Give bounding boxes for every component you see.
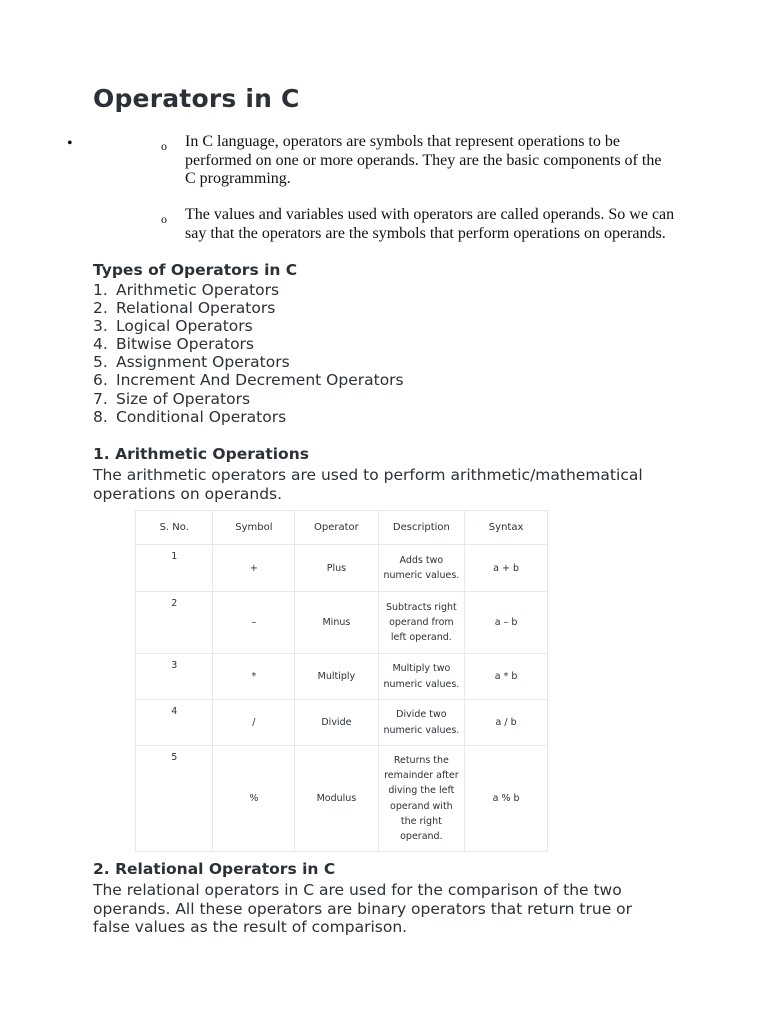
cell-sno: 1 — [136, 545, 213, 592]
list-item-number: 3. — [93, 317, 108, 336]
cell-operator: Minus — [295, 592, 378, 654]
list-item — [93, 317, 404, 335]
cell-symbol: + — [213, 545, 295, 592]
list-item — [93, 353, 404, 371]
table-header-row — [136, 511, 548, 545]
list-item — [93, 371, 404, 389]
header-sno: S. No. — [136, 511, 213, 545]
cell-syntax: a % b — [465, 746, 548, 852]
cell-description: Subtracts right operand from left operand. — [378, 592, 465, 654]
cell-sno: 5 — [136, 746, 213, 852]
list-item-number: 6. — [93, 371, 108, 390]
list-item — [93, 408, 404, 426]
cell-sno: 4 — [136, 700, 213, 746]
cell-symbol: – — [213, 592, 295, 654]
list-item-label: Logical Operators — [116, 317, 253, 336]
table-row — [136, 700, 548, 746]
list-item-number: 8. — [93, 407, 108, 426]
cell-sno: 2 — [136, 592, 213, 654]
list-item-label: Arithmetic Operators — [116, 281, 280, 299]
header-syntax: Syntax — [465, 511, 548, 545]
table-row — [136, 592, 548, 654]
header-operator: Operator — [295, 511, 378, 545]
cell-description: Multiply two numeric values. — [378, 654, 465, 700]
cell-description: Returns the remainder after diving the left operand with the right operand. — [378, 746, 465, 852]
list-item-number: 1. — [93, 281, 108, 299]
arithmetic-description: The arithmetic operators are used to perform arithmetic/mathematical operations on operands. — [93, 466, 643, 503]
cell-symbol: * — [213, 654, 295, 700]
arithmetic-heading: 1. Arithmetic Operations — [93, 445, 309, 463]
types-list — [93, 281, 404, 426]
relational-description: The relational operators in C are used for the comparison of the two operands. All these operators are binary operators that return true or false values as the result of comparison. — [93, 881, 633, 936]
list-item-number: 2. — [93, 299, 108, 318]
arithmetic-operators-table — [135, 510, 548, 852]
table-row — [136, 545, 548, 592]
cell-description: Divide two numeric values. — [378, 700, 465, 746]
list-item — [93, 281, 404, 299]
table-row — [136, 654, 548, 700]
cell-operator: Divide — [295, 700, 378, 746]
list-item — [93, 390, 404, 408]
cell-syntax: a – b — [465, 592, 548, 654]
list-item-label: Relational Operators — [116, 299, 276, 318]
intro-paragraph-2: The values and variables used with operators are called operands. So we can say that the operators are the symbols that perform operations on operands. — [185, 206, 675, 242]
cell-symbol: % — [213, 746, 295, 852]
sub-bullet-marker: o — [161, 139, 167, 153]
list-item-label: Conditional Operators — [116, 407, 287, 426]
header-description: Description — [378, 511, 465, 545]
list-item-label: Increment And Decrement Operators — [116, 371, 404, 390]
list-item-number: 5. — [93, 353, 108, 372]
list-item — [93, 335, 404, 353]
sub-bullet-marker: o — [161, 212, 167, 226]
header-symbol: Symbol — [213, 511, 295, 545]
relational-heading: 2. Relational Operators in C — [93, 860, 336, 878]
list-item-number: 4. — [93, 335, 108, 354]
outer-bullet-marker: • — [67, 135, 73, 152]
list-item-label: Assignment Operators — [116, 353, 290, 372]
cell-operator: Modulus — [295, 746, 378, 852]
list-item-number: 7. — [93, 389, 108, 408]
cell-syntax: a * b — [465, 654, 548, 700]
cell-operator: Multiply — [295, 654, 378, 700]
cell-syntax: a + b — [465, 545, 548, 592]
cell-symbol: / — [213, 700, 295, 746]
table-row — [136, 746, 548, 852]
list-item — [93, 299, 404, 317]
cell-sno: 3 — [136, 654, 213, 700]
list-item-label: Size of Operators — [116, 389, 251, 408]
list-item-label: Bitwise Operators — [116, 335, 254, 354]
cell-description: Adds two numeric values. — [378, 545, 465, 592]
intro-paragraph-1: In C language, operators are symbols that represent operations to be performed on one or more operands. They are the basic components of the C programming. — [185, 133, 662, 188]
cell-operator: Plus — [295, 545, 378, 592]
types-heading: Types of Operators in C — [93, 261, 298, 279]
cell-syntax: a / b — [465, 700, 548, 746]
page-title: Operators in C — [93, 84, 300, 113]
